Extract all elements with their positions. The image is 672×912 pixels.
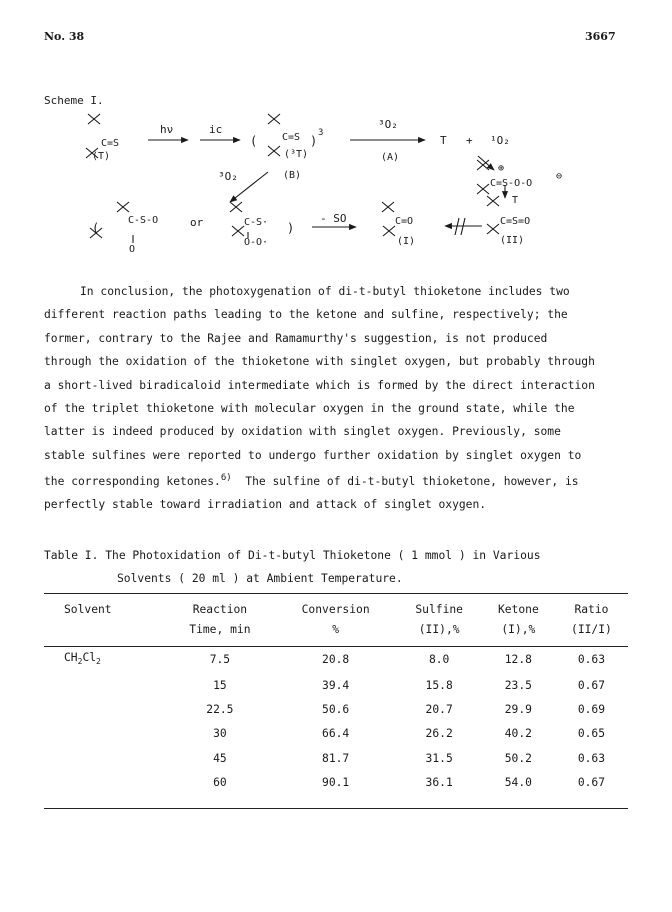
ic-label: ic (209, 123, 223, 136)
paren-open-2: ( (92, 221, 100, 235)
cell-sulfine: 8.0 (428, 653, 450, 666)
tbutyl-glyph (383, 226, 395, 236)
header-ketone: Ketone (I),% (497, 603, 539, 636)
paragraph-line: different reaction paths leading to the ketone and sulfine, respectively; the (44, 308, 568, 322)
cell-ketone: 12.8 (504, 653, 532, 666)
header-solvent: Solvent (64, 603, 112, 616)
plus-charge: ⊕ (498, 163, 505, 174)
tbutyl-glyph (268, 146, 280, 156)
reaction-scheme (0, 105, 672, 265)
cell-sulfine: 31.5 (425, 751, 453, 765)
cell-ratio: 0.67 (577, 775, 606, 789)
paragraph-line: through the oxidation of the thioketone with singlet oxygen, but probably through (44, 355, 595, 369)
cell-conversion: 66.4 (322, 727, 350, 741)
cell-ratio: 0.65 (577, 727, 606, 741)
table-bottom-rule (44, 808, 628, 809)
paren-close-2: ) (287, 221, 295, 235)
paragraph-line: former, contrary to the Rajee and Ramamurthy's suggestion, is not produced (44, 331, 548, 345)
triplet-superscript: 3 (318, 128, 324, 138)
tbutyl-glyph (477, 160, 489, 170)
intermediate-A-tag: (A) (381, 152, 400, 163)
cell-time: 45 (213, 751, 227, 765)
cell-sulfine: 20.7 (425, 703, 453, 717)
cell-ketone: 54.0 (504, 775, 532, 789)
biradical-2-bottom: O-O· (244, 237, 269, 248)
header-conversion: Conversion % (301, 603, 370, 636)
ketone-tag: (I) (397, 236, 416, 247)
triplet-oxygen-label: ³O₂ (378, 118, 398, 131)
tbutyl-glyph (477, 184, 489, 194)
plus-sign: + (466, 134, 473, 147)
or-label: or (190, 216, 204, 229)
conclusion-paragraph (44, 280, 644, 517)
solvent-cell: $CH_2Cl_2$ (64, 651, 101, 666)
cell-time: 7.5 (209, 653, 231, 666)
header-ratio: Ratio (II/I) (571, 603, 612, 636)
journal-issue-number: No. 38 (44, 30, 85, 43)
cell-conversion: 50.6 (322, 703, 350, 717)
table-top-rule (44, 593, 628, 594)
table-row (44, 771, 628, 795)
paragraph-line (44, 467, 644, 493)
cell-time: 30 (213, 727, 227, 741)
header-sulfine: Sulfine (II),% (415, 603, 463, 636)
reference-marker: 6) (220, 473, 232, 484)
cell-time: 22.5 (206, 703, 234, 717)
table-row (44, 722, 628, 746)
biradical-1-top: C-S-O (128, 215, 159, 226)
paragraph-line: of the triplet thioketone with molecular oxygen in the ground state, while the (44, 402, 575, 416)
solvent-cell (44, 747, 165, 771)
minus-so-label: - SO (320, 212, 347, 225)
triplet-oxygen-label-2: ³O₂ (218, 170, 238, 183)
paragraph-line: latter is indeed produced by oxidation with singlet oxygen. Previously, some (44, 425, 561, 439)
intermediate-B-tag: (B) (283, 170, 302, 181)
cell-sulfine: 36.1 (425, 775, 453, 789)
scheme-label: Scheme I. (44, 94, 104, 107)
hv-label: hν (160, 123, 174, 136)
table-caption (44, 544, 541, 590)
paragraph-text: The sulfine of di-t-butyl thioketone, however, is (231, 475, 579, 489)
paragraph-line: perfectly stable toward irradiation and attack of singlet oxygen. (44, 498, 487, 512)
table-row (44, 747, 628, 771)
paren-open: ( (250, 134, 258, 148)
table-row (44, 698, 628, 722)
sulfine-tag: (II) (500, 235, 525, 246)
paragraph-line: In conclusion, the photoxygenation of di-t-butyl thioketone includes two (80, 285, 570, 298)
tbutyl-glyph (117, 202, 129, 212)
triplet-T-label: T (440, 134, 447, 147)
paren-close: ) (310, 134, 318, 148)
minus-charge: ⊖ (556, 171, 563, 182)
table-row (44, 640, 628, 674)
page-number: 3667 (585, 30, 616, 43)
biradical-2-top: C-S· (244, 217, 269, 228)
paragraph-text: the corresponding ketones. (44, 475, 221, 489)
thioketone-tag: (T) (92, 151, 111, 162)
paragraph-line: a short-lived biradicaloid intermediate which is formed by the direct interaction (44, 378, 595, 392)
cell-ketone: 29.9 (504, 703, 532, 717)
cell-conversion: 39.4 (322, 679, 350, 693)
caption-line: Solvents ( 20 ml ) at Ambient Temperature. (117, 572, 403, 585)
tbutyl-glyph (487, 196, 499, 206)
table-row (44, 674, 628, 698)
photoxidation-table (44, 600, 628, 795)
solvent-cell (44, 698, 165, 722)
cell-ketone: 40.2 (504, 727, 532, 741)
triplet-group: C=S (282, 132, 301, 143)
caption-line: Table I. The Photoxidation of Di-t-butyl Thioketone ( 1 mmol ) in Various (44, 549, 541, 562)
paragraph-line: stable sulfines were reported to undergo further oxidation by singlet oxygen to (44, 448, 582, 462)
table-header-row (44, 600, 628, 640)
sulfine-peroxide-label: C=S-O-O (490, 178, 533, 189)
cell-ratio: 0.63 (577, 751, 606, 765)
ketone-label: C=O (395, 216, 414, 227)
header-reaction-time: Reaction Time, min (189, 603, 251, 636)
cell-ratio: 0.63 (577, 653, 606, 666)
solvent-cell (44, 722, 165, 746)
tbutyl-glyph (382, 202, 394, 212)
cell-time: 60 (213, 775, 227, 789)
solvent-cell (44, 771, 165, 795)
cell-ketone: 50.2 (504, 751, 532, 765)
triplet-tag: (³T) (284, 149, 309, 160)
triplet-arrow-label: T (512, 195, 519, 206)
cell-ratio: 0.69 (577, 703, 606, 717)
sulfine-label: C=S=O (500, 216, 531, 227)
singlet-oxygen-label: ¹O₂ (490, 134, 510, 147)
cell-ketone: 23.5 (504, 679, 532, 693)
cell-time: 15 (213, 679, 227, 693)
cell-ratio: 0.67 (577, 679, 606, 693)
thioketone-label: C=S (101, 138, 120, 149)
cell-sulfine: 26.2 (425, 727, 453, 741)
cell-conversion: 20.8 (322, 653, 350, 666)
cell-conversion: 90.1 (322, 775, 350, 789)
tbutyl-glyph (487, 224, 499, 234)
solvent-cell (44, 674, 165, 698)
tbutyl-glyph (232, 226, 244, 236)
tbutyl-glyph (230, 202, 242, 212)
tbutyl-glyph (268, 114, 280, 124)
biradical-1-oxygen: O (129, 244, 136, 255)
tbutyl-glyph (88, 114, 100, 124)
cell-sulfine: 15.8 (425, 679, 453, 693)
cell-conversion: 81.7 (322, 751, 350, 765)
